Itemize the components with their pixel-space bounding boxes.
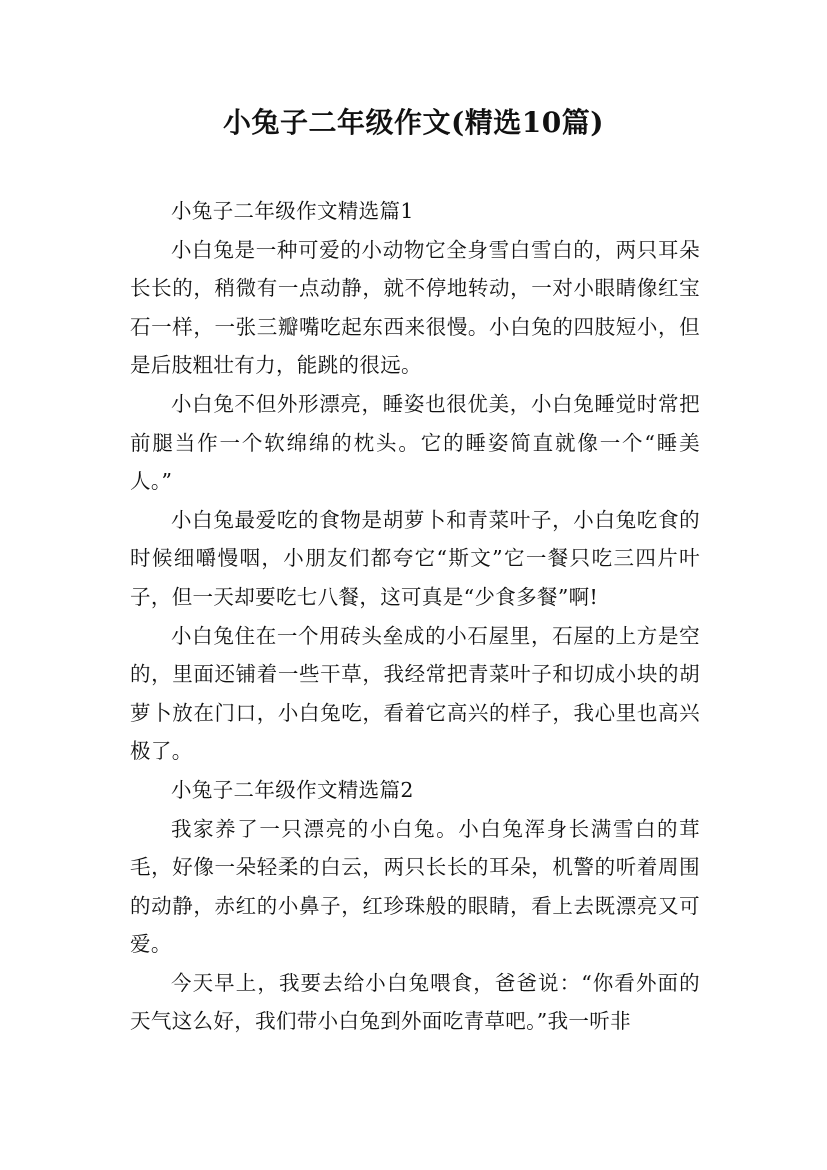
paragraph: 小白兔是一种可爱的小动物它全身雪白雪白的，两只耳朵长长的，稍微有一点动静，就不停地转动，一对小眼睛像红宝石一样，一张三瓣嘴吃起东西来很慢。小白兔的四肢短小，但是后肢粗壮有力，能跳的很远。 [130, 237, 700, 378]
document-body [130, 192, 700, 1041]
section-heading: 小兔子二年级作文精选篇1 [171, 199, 414, 223]
document-title: 小兔子二年级作文(精选10篇) [223, 106, 604, 139]
paragraph: 小白兔住在一个用砖头垒成的小石屋里，石屋的上方是空的，里面还铺着一些干草，我经常把青菜叶子和切成小块的胡萝卜放在门口，小白兔吃，看着它高兴的样子，我心里也高兴极了。 [130, 623, 700, 764]
paragraph: 小白兔不但外形漂亮，睡姿也很优美，小白兔睡觉时常把前腿当作一个软绵绵的枕头。它的睡姿简直就像一个“睡美人。” [130, 391, 700, 494]
section-heading: 小兔子二年级作文精选篇2 [171, 777, 414, 802]
paragraph: 今天早上，我要去给小白兔喂食，爸爸说：“你看外面的天气这么好，我们带小白兔到外面吃青草吧。”我一听非 [130, 970, 700, 1034]
paragraph: 我家养了一只漂亮的小白兔。小白兔浑身长满雪白的茸毛，好像一朵轻柔的白云，两只长长的耳朵，机警的听着周围的动静，赤红的小鼻子，红珍珠般的眼睛，看上去既漂亮又可爱。 [130, 816, 700, 957]
paragraph: 小白兔最爱吃的食物是胡萝卜和青菜叶子，小白兔吃食的时候细嚼慢咽，小朋友们都夸它“斯文”它一餐只吃三四片叶子，但一天却要吃七八餐，这可真是“少食多餐”啊! [130, 507, 700, 609]
